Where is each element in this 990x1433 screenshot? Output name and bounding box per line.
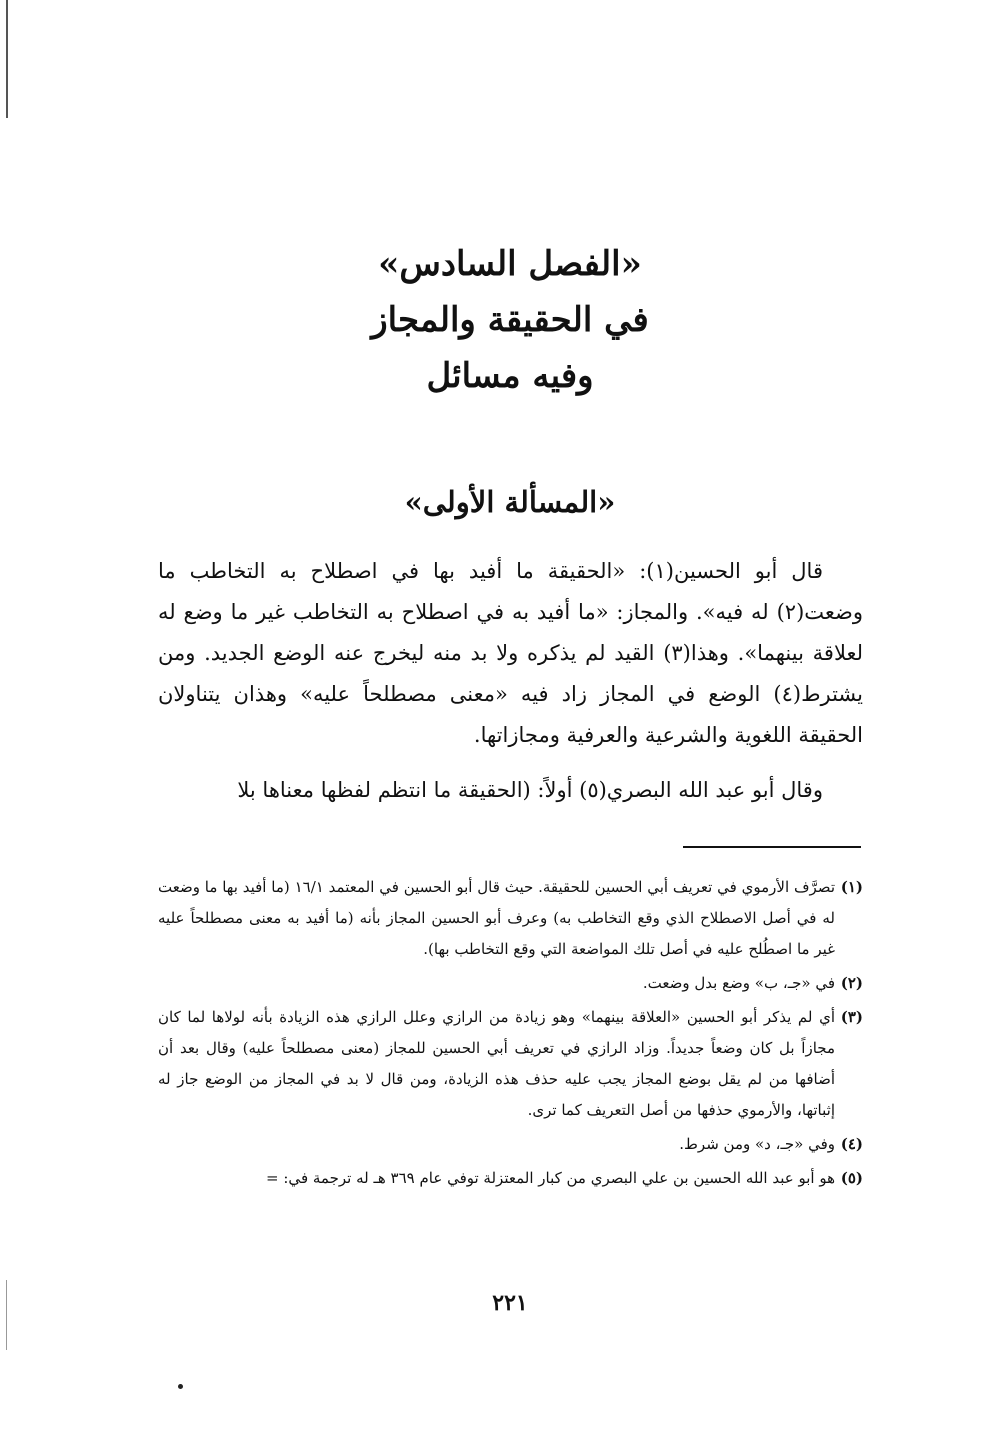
footnote-number: (١) [840, 878, 863, 896]
footnote-text: تصرَّف الأرموي في تعريف أبي الحسين للحقيقة. حيث قال أبو الحسين في المعتمد ١٦/١ (ما أفيد بها ما وضعت له في أصل الاصطلاح الذي وقع التخاطب به) وعرف أبو الحسين المجاز بأنه (ما أفيد به معنى مصطلحاً عليه غير ما اصطُلح عليه في أصل تلك المواضعة التي وقع التخاطب بها). [158, 878, 835, 958]
footnote-1 [158, 872, 863, 965]
footnote-4 [158, 1129, 863, 1160]
scan-dot-mark [178, 1384, 183, 1389]
footnote-number: (٤) [840, 1135, 863, 1153]
body-text [158, 551, 863, 811]
body-paragraph-1: قال أبو الحسين(١): «الحقيقة ما أفيد بها في اصطلاح به التخاطب ما وضعت(٢) له فيه». والمجاز: «ما أفيد به في اصطلاح به التخاطب غير ما وضع له لعلاقة بينهما». وهذا(٣) القيد لم يذكره ولا بد منه ليخرج عنه الوضع الجديد. ومن يشترط(٤) الوضع في المجاز زاد فيه «معنى مصطلحاً عليه» وهذان يتناولان الحقيقة اللغوية والشرعية والعرفية ومجازاتها. [158, 559, 863, 747]
chapter-subtitle-2: وفيه مسائل [426, 356, 594, 396]
footnote-separator [683, 846, 861, 848]
footnotes [158, 872, 863, 1194]
footnote-number: (٢) [840, 974, 863, 992]
footnote-text: هو أبو عبد الله الحسين بن علي البصري من كبار المعتزلة توفي عام ٣٦٩ هـ له ترجمة في: = [266, 1169, 835, 1187]
footnote-5 [158, 1163, 863, 1194]
chapter-heading [300, 236, 720, 404]
footnote-text: وفي «جـ، د» ومن شرط. [679, 1135, 835, 1153]
chapter-subtitle: في الحقيقة والمجاز [371, 300, 649, 340]
footnote-text: أي لم يذكر أبو الحسين «العلاقة بينهما» وهو زيادة من الرازي وعلل الرازي هذه الزيادة بأنه لولاها لما كان مجازاً بل كان وضعاً جديداً. وزاد الرازي في تعريف أبي الحسين للمجاز (معنى مصطلحاً عليه) وقال بعد أن أضافها من لم يقل بوضع المجاز يجب عليه حذف هذه الزيادة، ومن قال لا بد في المجاز من الوضع جاز له إثباتها، والأرموي حذفها من أصل التعريف كما ترى. [158, 1008, 835, 1119]
footnote-text: في «جـ، ب» وضع بدل وضعت. [642, 974, 835, 992]
footnote-2 [158, 968, 863, 999]
section-title: «المسألة الأولى» [404, 485, 616, 519]
footnote-number: (٣) [840, 1008, 863, 1026]
footnote-3 [158, 1002, 863, 1126]
footnote-number: (٥) [840, 1169, 863, 1187]
page-number: ٢٢١ [492, 1290, 528, 1316]
body-paragraph-2: وقال أبو عبد الله البصري(٥) أولاً: (الحقيقة ما انتظم لفظها معناها بلا [237, 778, 823, 802]
chapter-title: «الفصل السادس» [378, 244, 642, 284]
